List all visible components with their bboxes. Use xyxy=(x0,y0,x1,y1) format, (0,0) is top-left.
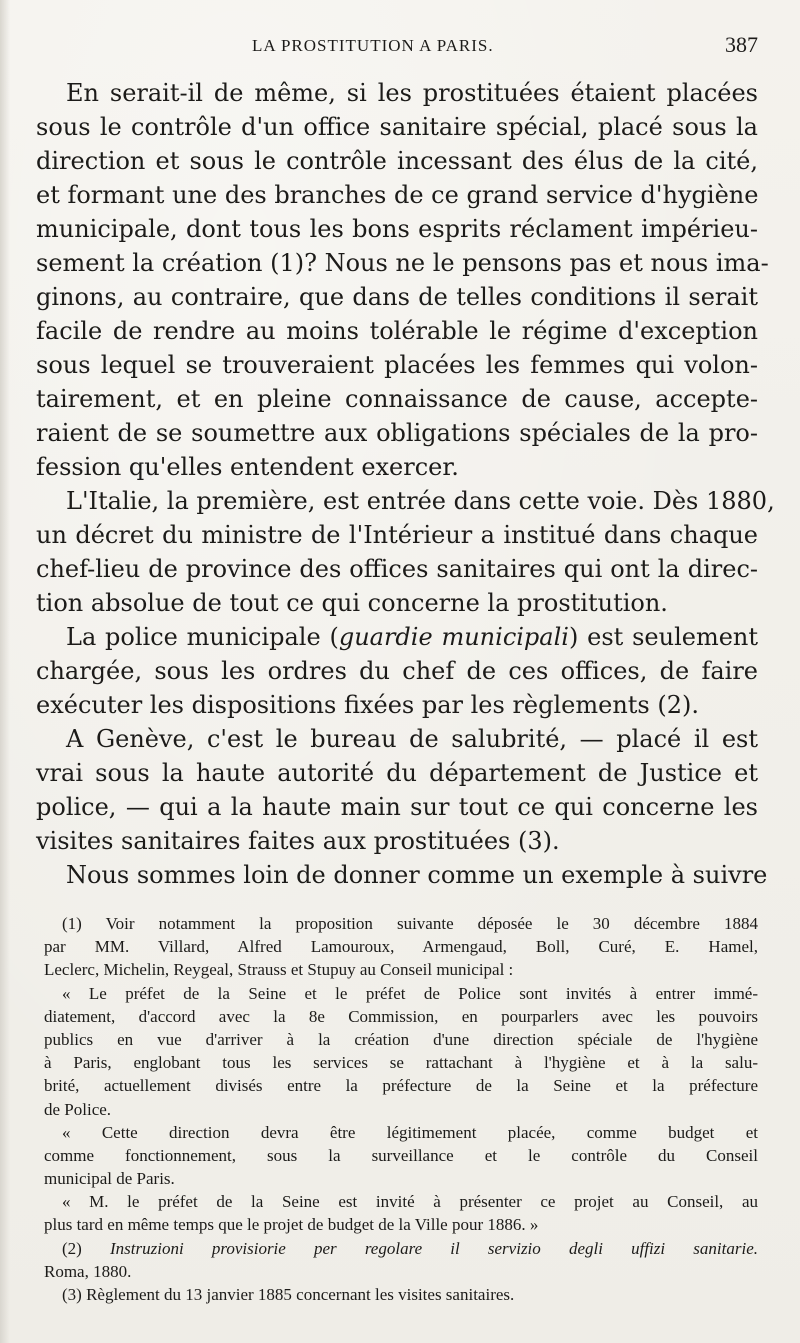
running-head: LA PROSTITUTION A PARIS. xyxy=(252,36,494,55)
footnote-line: « Cette direction devra être légitimement placée, comme budget et xyxy=(62,1122,758,1142)
text-line: exécuter les dispositions fixées par les règlements (2). xyxy=(36,691,699,719)
text-run: La police municipale ( xyxy=(66,623,339,651)
footnote-run: (2) xyxy=(62,1238,110,1258)
text-line: chef-lieu de province des offices sanitaires qui ont la direc- xyxy=(36,555,758,583)
footnote-line: Leclerc, Michelin, Reygeal, Strauss et Stupuy au Conseil municipal : xyxy=(44,960,514,980)
italic-text-run: guardie municipali xyxy=(338,623,569,651)
footnote-line: publics en vue d'arriver à la création d'une direction spéciale de l'hygiène xyxy=(44,1029,758,1049)
text-line: visites sanitaires faites aux prostituées (3). xyxy=(36,827,560,855)
footnote-line: « Le préfet de la Seine et le préfet de Police sont invités à entrer immé- xyxy=(62,983,758,1003)
text-line: Nous sommes loin de donner comme un exemple à suivre xyxy=(66,861,768,889)
italic-footnote-run: Instruzioni provisiorie per regolare il servizio degli uffizi sanitarie. xyxy=(110,1238,758,1258)
main-text xyxy=(36,76,775,892)
text-run: ) est seulement xyxy=(568,623,759,651)
text-line: tairement, et en pleine connaissance de cause, accepte- xyxy=(36,385,758,413)
text-line: raient de se soumettre aux obligations spéciales de la pro- xyxy=(36,419,758,447)
text-line: sement la création (1)? Nous ne le pensons pas et nous ima- xyxy=(36,249,769,277)
text-line: tion absolue de tout ce qui concerne la prostitution. xyxy=(36,589,668,617)
footnote-line: de Police. xyxy=(44,1099,112,1119)
text-line-mixed xyxy=(36,620,758,654)
page-number: 387 xyxy=(725,32,758,57)
text-line: fession qu'elles entendent exercer. xyxy=(36,453,459,481)
footnote-line-mixed xyxy=(44,1237,758,1260)
footnote-line: Roma, 1880. xyxy=(44,1261,132,1281)
text-line: chargée, sous les ordres du chef de ces offices, de faire xyxy=(36,657,758,685)
page-left-edge-shadow xyxy=(0,0,10,1343)
text-line: police, — qui a la haute main sur tout ce qui concerne les xyxy=(36,793,758,821)
footnote-line: comme fonctionnement, sous la surveillance et le contrôle du Conseil xyxy=(44,1145,758,1165)
text-line: A Genève, c'est le bureau de salubrité, — placé il est xyxy=(66,725,758,753)
footnotes xyxy=(44,912,758,1306)
footnote-line: (3) Règlement du 13 janvier 1885 concernant les visites sanitaires. xyxy=(62,1285,515,1304)
text-line: En serait-il de même, si les prostituées étaient placées xyxy=(66,79,758,107)
text-line: sous le contrôle d'un office sanitaire spécial, placé sous la xyxy=(36,113,758,141)
text-line: et formant une des branches de ce grand service d'hygiène xyxy=(36,181,759,209)
text-line: sous lequel se trouveraient placées les femmes qui volon- xyxy=(36,351,758,379)
footnote-line: par MM. Villard, Alfred Lamouroux, Armengaud, Boll, Curé, E. Hamel, xyxy=(44,937,758,957)
footnote-line: « M. le préfet de la Seine est invité à présenter ce projet au Conseil, au xyxy=(62,1192,758,1212)
text-line: facile de rendre au moins tolérable le régime d'exception xyxy=(36,317,758,345)
footnote-line: municipal de Paris. xyxy=(44,1169,175,1189)
text-line: vrai sous la haute autorité du département de Justice et xyxy=(36,759,758,787)
text-line: L'Italie, la première, est entrée dans cette voie. Dès 1880, xyxy=(66,487,775,515)
footnote-line: à Paris, englobant tous les services se rattachant à l'hygiène et à la salu- xyxy=(44,1053,758,1073)
page-header xyxy=(0,32,800,60)
footnote-line: diatement, d'accord avec la 8e Commission, en pourparlers avec les pouvoirs xyxy=(44,1006,758,1026)
footnote-line: plus tard en même temps que le projet de budget de la Ville pour 1886. » xyxy=(44,1215,539,1235)
text-line: ginons, au contraire, que dans de telles conditions il serait xyxy=(36,283,758,311)
text-line: municipale, dont tous les bons esprits réclament impérieu- xyxy=(36,215,758,243)
footnote-line: (1) Voir notamment la proposition suivante déposée le 30 décembre 1884 xyxy=(62,914,758,933)
footnote-line: brité, actuellement divisés entre la préfecture de la Seine et la préfecture xyxy=(44,1076,758,1096)
text-line: un décret du ministre de l'Intérieur a institué dans chaque xyxy=(36,521,758,549)
text-line: direction et sous le contrôle incessant des élus de la cité, xyxy=(36,147,758,175)
